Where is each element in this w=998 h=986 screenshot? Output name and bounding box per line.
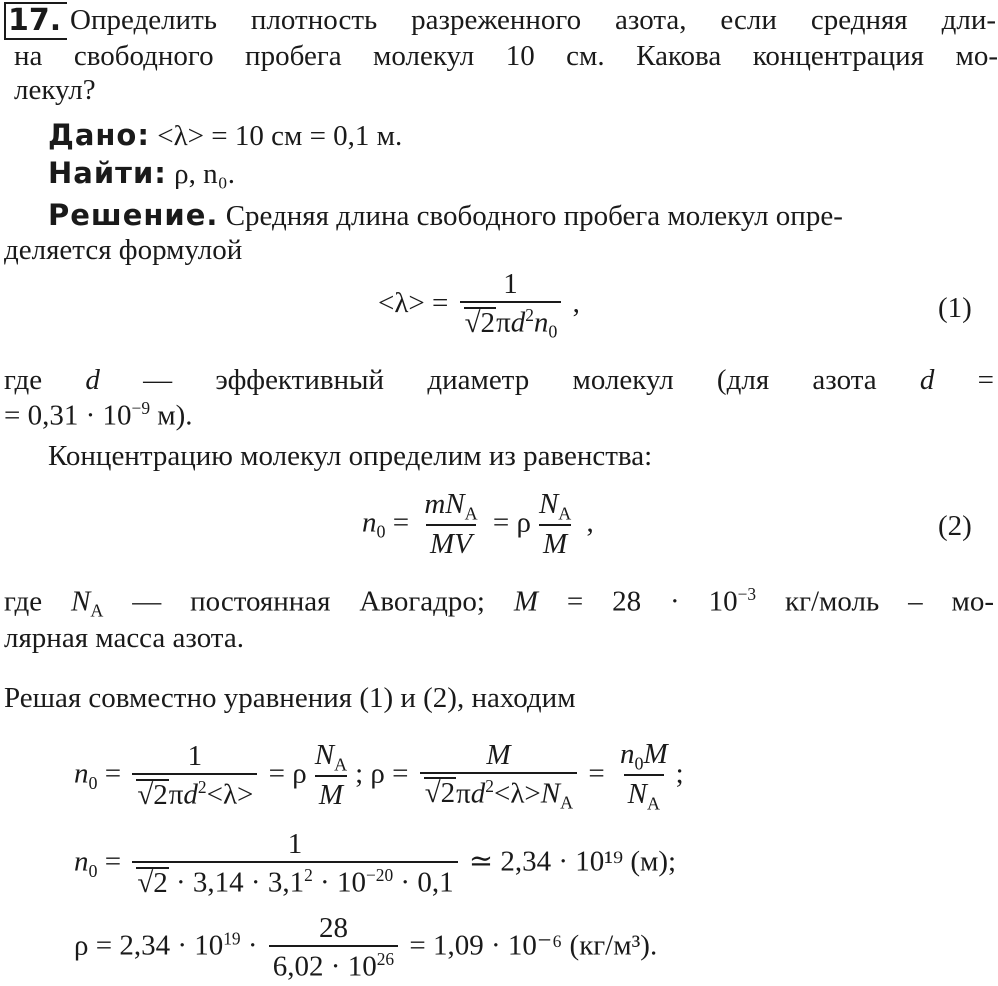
equation-2-number: (2)	[938, 510, 972, 542]
equation-1-number: (1)	[938, 292, 972, 324]
result-rho: = 1,09 · 10⁻⁶ (кг/м³).	[409, 929, 658, 962]
solution-line-2: деляется формулой	[4, 234, 243, 266]
equation-4: $n_0$ = $\frac{1}{√2 \cdot 3,14 \cdot 3,1^2 \cdot 10^{-20} \cdot 0,1}$ ≃ 2,34 · 10¹⁹ (м);	[74, 828, 677, 899]
where-na-line-1: где $N_A$ — постоянная Авогадро; $M = 28 \cdot 10^{-3}$ кг/моль – мо-	[4, 584, 995, 621]
where-d-line-1: где d — эффективный диаметр молекул (для азота d =	[4, 364, 994, 396]
equation-2: $n_0$ = $\frac{mN_A}{MV}$ = ρ $\frac{N_A}{M}$ ,	[362, 488, 594, 560]
find-label: Найти:	[48, 156, 167, 190]
where-na-line-2: лярная масса азота.	[4, 622, 244, 654]
problem-statement-line-2: на свободного пробега молекул 10 см. Какова концентрация мо-	[14, 40, 998, 72]
solve-line: Решая совместно уравнения (1) и (2), находим	[4, 682, 576, 714]
equation-3: $n_0$ = $\frac{1}{√2\pi d^2<\lambda>}$ = ρ $\frac{N_A}{M}$ ; ρ = $\frac{M}{√2\pi d^2<\lambda>N_A}$ = $\frac{n_0M}{N_A}$ ;	[74, 738, 684, 814]
given-line	[48, 118, 402, 153]
solution-label: Решение.	[48, 198, 219, 232]
where-d-line-2: = $0,31 \cdot 10^{-9}$ м).	[4, 398, 193, 432]
problem-statement-line-1: Определить плотность разреженного азота, если средняя дли-	[70, 4, 996, 36]
given-text: <λ> = 10 см = 0,1 м.	[157, 120, 403, 152]
equation-1: <λ> = $\frac{1}{√2\pi d^2n_0}$ ,	[378, 268, 580, 343]
find-line	[48, 156, 235, 191]
problem-statement-line-3: лекул?	[14, 74, 96, 106]
result-n0: ≃ 2,34 · 10¹⁹ (м);	[468, 845, 677, 878]
solution-text-1: Средняя длина свободного пробега молекул опре-	[225, 200, 843, 232]
solution-line-1	[48, 198, 998, 233]
find-text: ρ, n₀.	[174, 158, 235, 190]
problem-number: 17.	[4, 2, 67, 40]
equation-5: $\rho = 2,34 \cdot 10^{19}$ · $\frac{28}{6,02 \cdot 10^{26}}$ = 1,09 · 10⁻⁶ (кг/м³).	[74, 912, 658, 983]
concentration-line: Концентрацию молекул определим из равенства:	[48, 440, 653, 472]
given-label: Дано:	[48, 118, 150, 152]
